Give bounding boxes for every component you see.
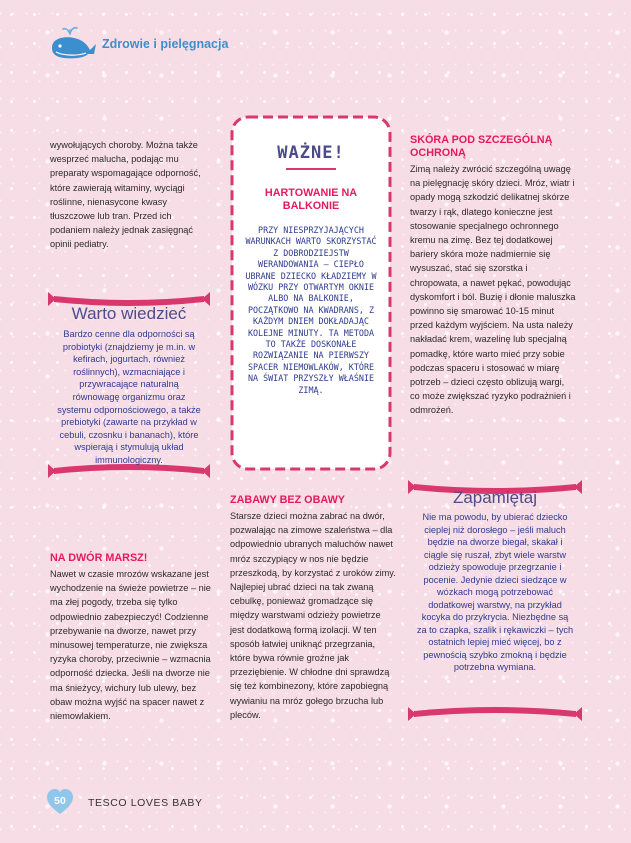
skora-heading: SKÓRA POD SZCZEGÓLNĄ OCHRONĄ	[410, 134, 553, 159]
page-footer	[46, 788, 286, 818]
warto-wiedziec-box	[44, 290, 214, 480]
whale-icon	[46, 24, 98, 60]
zapamietaj-box	[404, 478, 586, 723]
wazne-title: WAŻNE!	[277, 143, 345, 163]
zapamietaj-title: Zapamiętaj	[452, 488, 538, 507]
wazne-box	[228, 113, 394, 473]
warto-wiedziec-text: Bardzo cenne dla odporności są probiotyki (znajdziemy je m.in. w kefirach, jogurtach, również roślinnych), wzmacniające i przywracające naturalną równowagę organizmu oraz systemu odpornościowego, a także prebiotyki (zawarte na przykład w cebuli, czosnku i bananach), które wspierają i stymulują układ immunologiczny.	[57, 329, 201, 465]
warto-wiedziec-title: Warto wiedzieć	[71, 304, 187, 323]
page-header	[46, 24, 346, 60]
zapamietaj-text: Nie ma powodu, by ubierać dziecko cieplej niż dorosłego – jeśli maluch będzie na dworze biegał, skakał i ciągle się ruszał, zbyt wiele warstw odzieży spowoduje przegrzanie i pocenie. Jedynie dzieci siedzące w wózkach mogą potrzebować dodatkowej warstwy, na przykład kocyka do przykrycia. Niezbędne są za to czapka, szalik i rękawiczki – tych ostatnich lepiej mieć więcej, bo z pewnością szybko zmokną i będzie potrzebna wymiana.	[416, 512, 574, 672]
page-number: 50	[54, 795, 66, 807]
na-dwor-section	[50, 552, 218, 723]
intro-paragraph: wywołujących choroby. Można także wesprzeć malucha, podając mu preparaty wspomagające odporność, które zawierają witaminy, wyciągi roślinne, nienasycone kwasy tłuszczowe lub tran. Przed ich podaniem należy jednak zasięgnąć opinii pediatry.	[50, 140, 201, 250]
na-dwor-text: Nawet w czasie mrozów wskazane jest wychodzenie na świeże powietrze – nie ma złej pogody, trzeba się tylko odpowiednio zabezpieczyć! Codzienne przebywanie na dworze, nawet przy minusowej temperaturze, nie zwiększa ryzyka choroby, przeciwnie – wzmacnia odporność dziecka. Jeśli na dworze nie ma śnieżycy, wichury lub ulewy, bez obaw można wyjść na spacer nawet z niemowlakiem.	[50, 569, 211, 722]
wazne-text: PRZY NIESPRZYJAJĄCYCH WARUNKACH WARTO SKORZYSTAĆ Z DOBRODZIEJSTW WERANDOWANIA – CIEPŁO UBRANE DZIECKO KŁADZIEMY W WÓZKU PRZY OTWARTYM OKNIE ALBO NA BALKONIE, POCZĄTKOWO NA KWADRANS, Z KAŻDYM DNIEM DOKŁADAJĄC KOLEJNE MINUTY. TA METODA TO TAKŻE DOSKONAŁE ROZWIĄZANIE NA PIERWSZY SPACER NIEMOWLAKÓW, KTÓRE NA ŚWIAT PRZYSZŁY WŁAŚNIE ZIMĄ.	[245, 225, 377, 395]
zabawy-section	[230, 494, 396, 722]
na-dwor-heading: NA DWÓR MARSZ!	[50, 552, 148, 564]
skora-text: Zimą należy zwrócić szczególną uwagę na pielęgnację skóry dzieci. Mróz, wiatr i opady mogą szkodzić delikatnej skórze twarzy i rąk, dlatego konieczne jest stosowanie specjalnego ochronnego kremu na zimę. Bez tej dodatkowej bariery skóra może nadmiernie się wysuszać, stać się szorstka i chropowata, a nawet pękać, powodując dyskomfort i ból. Buzię i dłonie maluszka powinno się smarować 10-15 minut przed każdym wyjściem. Na usta należy nakładać krem, wazelinę lub specjalną pomadkę, które warto mieć przy sobie podczas spaceru i stosować w miarę potrzeb – dzieci często oblizują wargi, co może zwiększać ryzyko podrażnień i odmrożeń.	[410, 164, 576, 416]
section-title: Zdrowie i pielęgnacja	[102, 37, 229, 51]
zabawy-text: Starsze dzieci można zabrać na dwór, pozwalając na zimowe szaleństwa – dla odpowiednio ubranych maluchów nawet mróz szczypiący w nos nie będzie przeszkodą, by korzystać z uroków zimy. Najlepiej ubrać dzieci na tak zwaną cebulkę, ponieważ gromadzące się między warstwami odzieży powietrze jest dodatkową formą izolacji. W ten sposób łatwiej uniknąć przegrzania, które bywa równie groźne jak przeziębienie. W chłodne dni sprawdzą się też kombinezony, które zapobiegną wywianiu na mróz gołego brzucha lub pleców.	[230, 511, 396, 720]
magazine-brand: TESCO LOVES BABY	[88, 797, 203, 809]
zabawy-heading: ZABAWY BEZ OBAWY	[230, 494, 345, 506]
skora-section	[410, 134, 576, 418]
wazne-subtitle: HARTOWANIE NA BALKONIE	[264, 187, 358, 212]
